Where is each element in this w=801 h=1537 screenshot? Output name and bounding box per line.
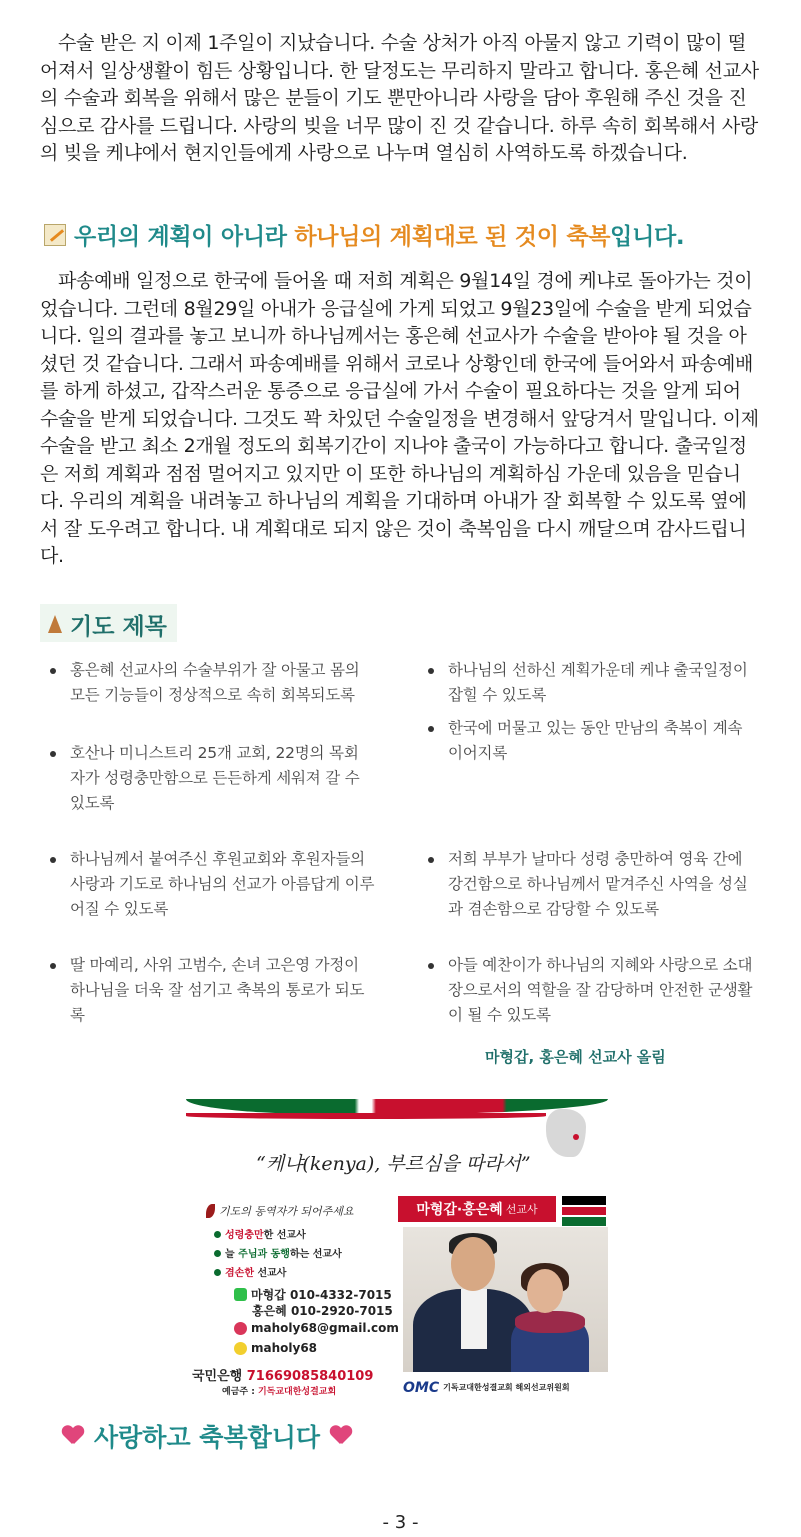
phone-1: 마형갑 010-4332-7015 [234,1286,392,1303]
closing-blessing: 사랑하고 축복합니다 [62,1418,352,1454]
quality-item: 겸손한 선교사 [214,1264,286,1279]
chat-icon [234,1342,247,1355]
bullet-icon [214,1250,221,1257]
quality-item: 늘 주님과 동행하는 선교사 [214,1245,342,1260]
prayer-item: 아들 예찬이가 하나님의 지혜와 사랑으로 소대장으로서의 역할을 잘 감당하며 안전한 군생활이 될 수 있도록 [448,953,754,1028]
account-holder: 예금주 : 기독교대한성결교회 [222,1387,337,1397]
section-body: 파송예배 일정으로 한국에 들어올 때 저희 계획은 9월14일 경에 케냐로 돌아가는 것이었습니다. 그런데 8월29일 아내가 응급실에 가게 되었고 9월23일에 수술을 받게 되었습니다. 일의 결과를 놓고 보니까 하나님께서는 홍은혜 선교사가 수술을 받아야 될 것을 아셨던 것 같습니다. 그래서 파송예배를 위해서 코로나 상황인데 한국에 들어와서 파송예배를 하게 하셨고, 갑작스러운 통증으로 응급실에 가서 수술이 필요하다는 것을 알게 되어 수술을 받게 되었습니다. 그것도 꽉 차있던 수술일정을 변경해서 앞당겨서 말입니다. 이제 수술을 받고 최소 2개월 정도의 회복기간이 지나야 출국이 가능하다고 합니다. 출국일정은 저희 계획과 점점 멀어지고 있지만 이 또한 하나님의 계획하심 가운데 있음을 믿습니다. 우리의 계획을 내려놓고 하나님의 계획을 기대하며 아내가 잘 회복할 수 있도록 옆에서 잘 도우려고 합니다. 내 계획대로 되지 않은 것이 축복임을 다시 깨달으며 감사드립니다. [40,270,759,567]
bank-account: 국민은행 71669085840109 [192,1369,374,1384]
prayer-item: 저희 부부가 날마다 성령 충만하여 영육 간에 강건함으로 하나님께서 맡겨주신 사역을 성실과 겸손함으로 감당할 수 있도록 [448,847,754,922]
bullet-icon [214,1231,221,1238]
kenya-swoosh-red [186,1113,546,1119]
heart-icon [330,1426,352,1446]
quality-item: 성령충만한 선교사 [214,1226,306,1241]
page-number: - 3 - [382,1512,419,1533]
leaf-icon [206,1204,215,1218]
kenya-flag-icon [562,1196,606,1222]
kakao-id: maholy68 [234,1341,317,1355]
email: maholy68@gmail.com [234,1321,399,1335]
memo-icon [44,224,66,246]
phone-2: 홍은혜 010-2920-7015 [252,1304,393,1318]
prayer-item: 호산나 미니스트리 25개 교회, 22명의 목회자가 성령충만함으로 든든하게 세워져 갈 수 있도록 [70,741,370,816]
phone-icon [234,1288,247,1301]
africa-map-icon [546,1109,586,1157]
heart-icon [62,1426,84,1446]
kenya-marker-icon [573,1134,579,1140]
missionary-photo [403,1227,608,1372]
missionary-names: 마형갑·홍은혜 선교사 [398,1196,556,1222]
praying-hands-icon [44,613,66,635]
bullet-icon [214,1269,221,1276]
card-title: “케냐(kenya), 부르심을 따라서” [256,1153,531,1175]
omc-logo: OMC 기독교대한성결교회 해외선교위원회 [403,1372,608,1403]
prayer-item: 하나님의 선하신 계획가운데 케냐 출국일정이 잡힐 수 있도록 [448,658,752,708]
invite-line: 기도의 동역자가 되어주세요 [206,1203,354,1219]
prayer-item: 딸 마예리, 사위 고범수, 손녀 고은영 가정이 하나님을 더욱 잘 섬기고 축복의 통로가 되도록 [70,953,376,1028]
intro-paragraph: 수술 받은 지 이제 1주일이 지났습니다. 수술 상처가 아직 아물지 않고 기력이 많이 떨어져서 일상생활이 힘든 상황입니다. 한 달정도는 무리하지 말라고 합니다. 홍은혜 선교사의 수술과 회복을 위해서 많은 분들이 기도 뿐만아니라 사랑을 담아 후원해 주신 것을 진심으로 감사를 드립니다. 사랑의 빚을 너무 많이 진 것 같습니다. 하루 속히 회복해서 사랑의 빚을 케냐에서 현지인들에게 사랑으로 나누며 열심히 사역하도록 하겠습니다. [40,32,759,164]
support-card [186,1099,608,1403]
prayer-item: 하나님께서 붙여주신 후원교회와 후원자들의 사랑과 기도로 하나님의 선교가 아름답게 이루어질 수 있도록 [70,847,376,922]
section-heading: 우리의 계획이 아니라 하나님의 계획대로 된 것이 축복입니다. [44,218,684,251]
prayer-item: 한국에 머물고 있는 동안 만남의 축복이 계속이어지록 [448,716,752,766]
prayer-title: 기도 제목 [40,604,177,642]
prayer-item: 홍은혜 선교사의 수술부위가 잘 아물고 몸의 모든 기능들이 정상적으로 속히 회복되도록 [70,658,376,708]
email-icon [234,1322,247,1335]
signature: 마형갑, 홍은혜 선교사 올림 [485,1048,666,1066]
